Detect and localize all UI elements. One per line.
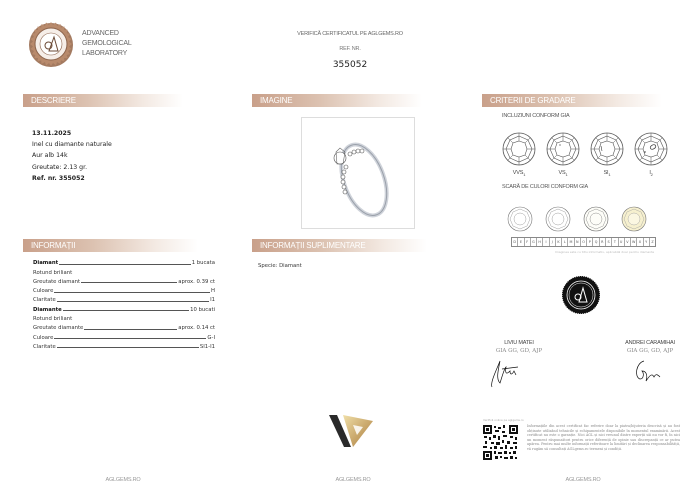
section-header-criterii: CRITERII DE GRADARE	[482, 94, 662, 107]
info-key: Rotund briliant	[33, 269, 73, 276]
description-line: Inel cu diamante naturale	[32, 141, 112, 149]
lab-name-line-3: LABORATORY	[82, 50, 128, 57]
info-row	[33, 276, 215, 285]
color-scale-title: SCARĂ DE CULORI CONFORM GIA	[502, 184, 588, 190]
footer-link-right[interactable]: AGLGEMS.RO	[565, 477, 601, 483]
info-row	[33, 313, 215, 322]
clarity-label: $I_2$	[649, 170, 653, 178]
info-key: Diamante	[33, 306, 62, 313]
verify-certificate-text: VERIFICĂ CERTIFICATUL PE AGLGEMS.RO	[297, 31, 403, 37]
ring-icon	[302, 118, 414, 228]
lab-name-line-1: ADVANCED	[82, 30, 119, 37]
info-row	[33, 294, 215, 303]
lab-name	[82, 29, 132, 59]
aga-seal-logo-icon	[28, 22, 74, 68]
diamond-top-view-icon	[634, 132, 668, 166]
description-ref: Ref. nr. 355052	[32, 174, 85, 182]
signatory-name: ANDREI CARAMIHAI	[625, 340, 675, 346]
description-line: Aur alb 14k	[32, 152, 68, 160]
info-key: Rotund briliant	[33, 316, 73, 323]
description-line: Greutate: 2.13 gr.	[32, 163, 88, 171]
info-value: aprox. 0.14 ct	[178, 325, 215, 332]
info-key: Claritate	[33, 297, 56, 304]
information-list	[33, 257, 215, 350]
color-diagrams	[507, 206, 647, 232]
inclusions-title: INCLUZIUNI CONFORM GIA	[502, 113, 570, 119]
diamond-top-view-icon	[502, 132, 536, 166]
clarity-label: $SI_1$	[603, 170, 611, 178]
description-block	[32, 128, 112, 184]
image-note: Imaginea este cu titlu informativ, aplicabilă doar pentru diamante	[555, 250, 655, 254]
info-row	[33, 285, 215, 294]
info-value: SI1-I1	[199, 343, 215, 350]
info-row	[33, 341, 215, 350]
ref-nr-label: REF. NR.	[339, 46, 361, 52]
clarity-diagram-vs1	[546, 132, 580, 177]
info-row	[33, 331, 215, 340]
diamond-colorless-icon	[507, 206, 533, 232]
clarity-diagram-si1	[590, 132, 624, 177]
ref-nr-value: 355052	[332, 60, 368, 70]
certificate-date: 13.11.2025	[32, 130, 72, 137]
info-row	[33, 303, 215, 312]
info-key: Greutate diamant	[33, 278, 81, 285]
diamond-light-yellow-icon	[621, 206, 647, 232]
clarity-diagram-vvs1	[502, 132, 536, 177]
lab-name-line-2: GEMOLOGICAL	[82, 40, 132, 47]
info-value: 1 bucata	[191, 260, 215, 267]
info-key: Claritate	[33, 343, 56, 350]
diamond-top-view-icon	[546, 132, 580, 166]
info-value: 10 bucati	[190, 306, 215, 313]
section-header-descriere: DESCRIERE	[23, 94, 183, 107]
info-row	[33, 257, 215, 266]
species-text: Specie: Diamant	[258, 263, 302, 269]
diamond-near-colorless-icon	[545, 206, 571, 232]
info-value: H	[211, 288, 215, 295]
signature-andrei-caramihai	[630, 357, 666, 391]
signatory-credentials: GIA GG, GD, AJP	[626, 348, 674, 354]
vg-brand-logo-icon	[329, 413, 377, 453]
info-value: I1	[210, 297, 215, 304]
clarity-label: $VVS_1$	[512, 170, 526, 178]
info-key: Culoare	[33, 334, 54, 341]
diamond-faint-icon	[583, 206, 609, 232]
signature-liviu-matei	[488, 357, 524, 395]
info-value: G-I	[207, 334, 215, 341]
clarity-diagram-i2	[634, 132, 668, 177]
section-header-informatii: INFORMAȚII	[23, 239, 198, 252]
info-key: Culoare	[33, 288, 54, 295]
footer-link-center[interactable]: AGLGEMS.RO	[335, 477, 371, 483]
section-header-informatii-suplimentare: INFORMAȚII SUPLIMENTARE	[252, 239, 427, 252]
info-row	[33, 266, 215, 275]
clarity-diagrams	[502, 132, 668, 177]
color-grade-scale: D E F G H I J K L M N O P Q R S T U V W X Y Z	[511, 237, 656, 247]
info-value: aprox. 0.39 ct	[178, 278, 215, 285]
ring-photo	[301, 117, 415, 229]
disclaimer-text: Informațiile din acest certificat fac referire doar la piatra/bijuteria descrisă și au fost obținute utilizând tehnicile și echipamentele disponibile în momentul examinării. Acest certificat nu este o garanție. Nici AGL și nici vreunul dintre experții săi nu vor fi, în nici un moment răspunzători pentru orice diferență de opinie sau discrepanță ce ar putea apărea. Pentru mai multe informații referitoare la limitări și declinarea responsabilității, vă rugăm să consultați AGLgems.ro termeni și condiții.	[527, 424, 680, 451]
info-row	[33, 322, 215, 331]
info-key: Diamant	[33, 260, 59, 267]
section-header-imagine: IMAGINE	[252, 94, 422, 107]
diamond-top-view-icon	[590, 132, 624, 166]
verify-online-label: Verifică online pe aglgems.ro	[483, 418, 524, 422]
signatory-credentials: GIA GG, GD, AJP	[495, 348, 543, 354]
footer-link-left[interactable]: AGLGEMS.RO	[105, 477, 141, 483]
info-key: Greutate diamante	[33, 325, 84, 332]
aga-black-seal-icon	[562, 276, 600, 318]
clarity-label: $VS_1$	[558, 170, 568, 178]
signatory-name: LIVIU MATEI	[504, 340, 534, 346]
qr-code[interactable]	[483, 425, 518, 460]
